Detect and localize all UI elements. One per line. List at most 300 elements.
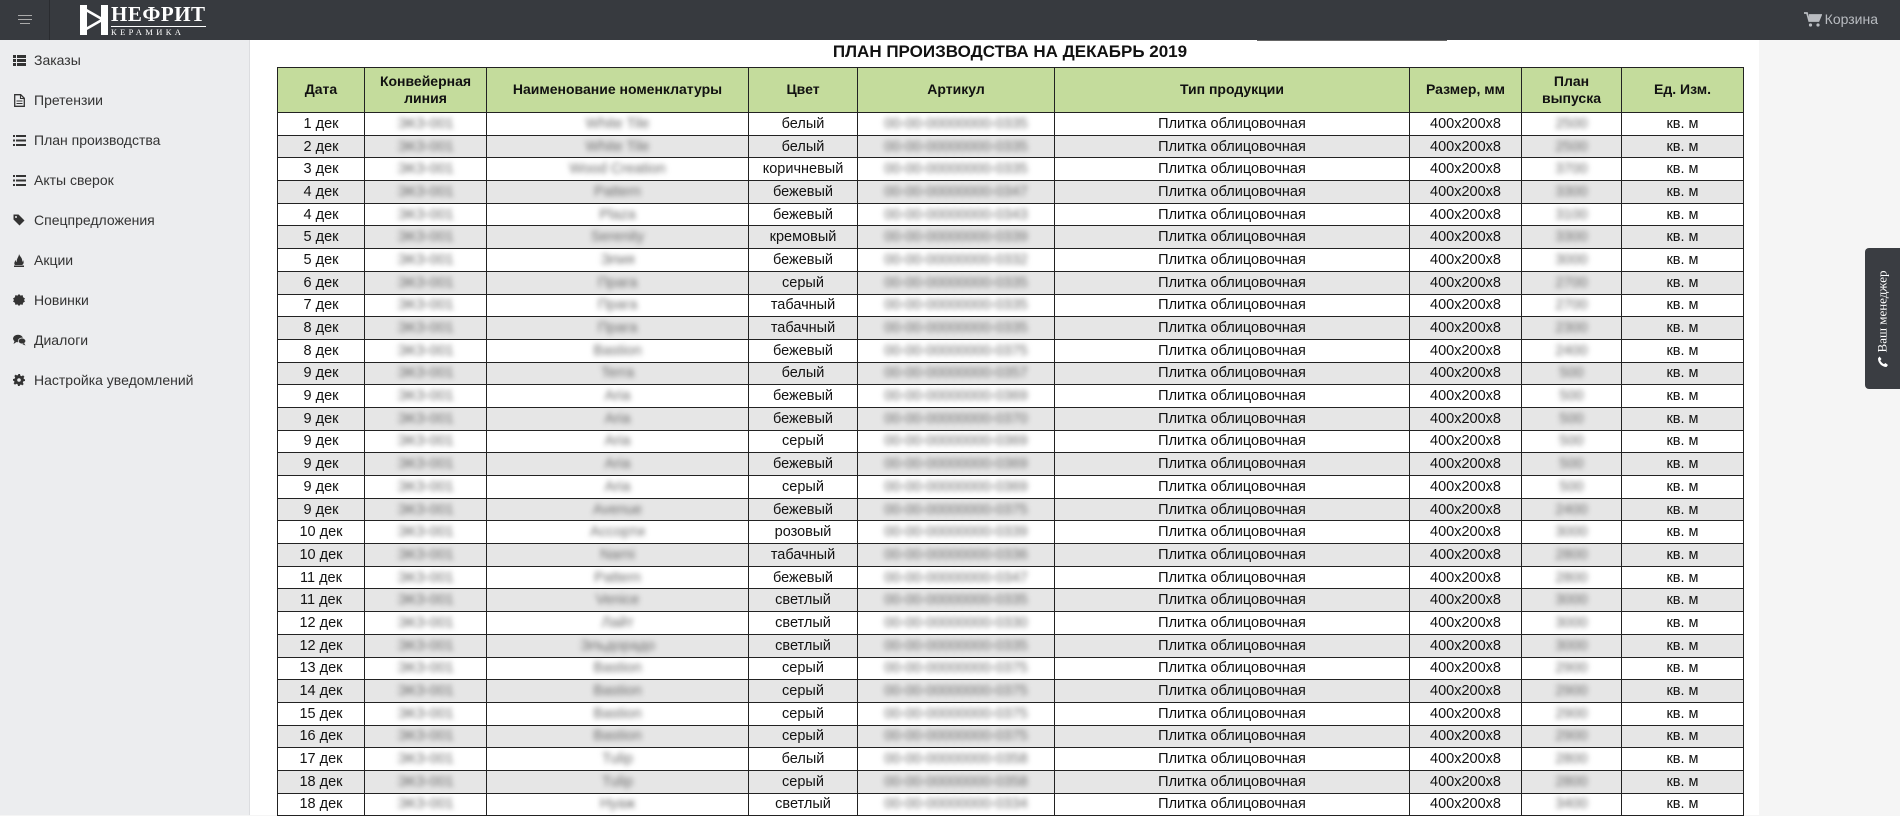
table-cell-plan [1522, 634, 1622, 657]
cell-text: ЭКЗ-001 [397, 456, 454, 473]
table-cell-date [278, 770, 365, 793]
table-cell-name [487, 521, 749, 544]
cell-text: Avenue [593, 501, 642, 518]
cell-text: ЭКЗ-001 [397, 342, 454, 359]
hamburger-icon [18, 15, 32, 25]
cell-text: 00-00-00000000-0335 [884, 161, 1028, 178]
cell-text: Terra [600, 365, 635, 382]
cell-text: 00-00-00000000-0335 [884, 637, 1028, 654]
sidebar-item-label: Спецпредложения [34, 212, 155, 228]
cell-text: Плитка облицовочная [1158, 501, 1306, 518]
table-cell-color [749, 544, 858, 567]
sidebar-item-special-offers[interactable] [0, 200, 249, 240]
table-cell-line [365, 566, 487, 589]
cell-text: 10 дек [299, 524, 343, 541]
cell-text: 7 дек [303, 297, 339, 314]
cell-text: 00-00-00000000-0334 [884, 796, 1028, 813]
table-row [278, 725, 1744, 748]
sidebar-item-label: Настройка уведомлений [34, 372, 194, 388]
table-cell-plan [1522, 113, 1622, 136]
cell-text: 400x200x8 [1430, 569, 1501, 586]
sidebar [0, 40, 250, 815]
column-header: План выпуска [1522, 68, 1622, 113]
right-margin [1759, 40, 1900, 815]
cell-text: 400x200x8 [1430, 433, 1501, 450]
table-cell-unit [1622, 158, 1744, 181]
cell-text: 400x200x8 [1430, 773, 1501, 790]
table-cell-size [1410, 317, 1522, 340]
cell-text: 00-00-00000000-0375 [884, 728, 1028, 745]
cell-text: Bastion [593, 705, 642, 722]
cell-text: 00-00-00000000-0347 [884, 569, 1028, 586]
table-cell-line [365, 203, 487, 226]
cell-text: бежевый [772, 569, 834, 586]
sidebar-item-notification-settings[interactable] [0, 360, 249, 400]
table-cell-unit [1622, 634, 1744, 657]
cell-text: 3300 [1555, 183, 1588, 200]
table-cell-plan [1522, 680, 1622, 703]
cell-text: ЭКЗ-001 [397, 365, 454, 382]
table-row [278, 680, 1744, 703]
table-cell-line [365, 317, 487, 340]
table-cell-line [365, 181, 487, 204]
table-cell-unit [1622, 226, 1744, 249]
table-cell-line [365, 793, 487, 816]
cell-text: бежевый [772, 410, 834, 427]
cell-text: серый [782, 660, 824, 677]
table-cell-unit [1622, 181, 1744, 204]
cell-text: светлый [775, 637, 831, 654]
table-cell-name [487, 566, 749, 589]
cell-text: кв. м [1666, 433, 1699, 450]
table-cell-type [1055, 544, 1410, 567]
table-cell-plan [1522, 249, 1622, 272]
sidebar-item-dialogs[interactable] [0, 320, 249, 360]
table-cell-plan [1522, 271, 1622, 294]
cell-text: Лайт [601, 614, 634, 631]
cell-text: кв. м [1666, 274, 1699, 291]
table-cell-size [1410, 339, 1522, 362]
cell-text: 00-00-00000000-0335 [884, 115, 1028, 132]
table-cell-size [1410, 181, 1522, 204]
table-cell-size [1410, 407, 1522, 430]
table-cell-line [365, 226, 487, 249]
sidebar-item-claims[interactable] [0, 80, 249, 120]
cell-text: 400x200x8 [1430, 251, 1501, 268]
cell-text: 400x200x8 [1430, 751, 1501, 768]
cell-text: 400x200x8 [1430, 456, 1501, 473]
table-cell-article [858, 476, 1055, 499]
table-cell-color [749, 158, 858, 181]
cell-text: 11 дек [300, 592, 342, 609]
table-cell-type [1055, 362, 1410, 385]
cell-text: ЭКЗ-001 [397, 433, 454, 450]
cell-text: 13 дек [299, 660, 343, 677]
table-row [278, 317, 1744, 340]
table-cell-name [487, 793, 749, 816]
table-cell-article [858, 203, 1055, 226]
logo-main-text: НЕФРИТ [111, 1, 206, 26]
sidebar-item-label: Диалоги [34, 332, 89, 348]
table-cell-date [278, 476, 365, 499]
table-cell-size [1410, 385, 1522, 408]
table-cell-size [1410, 294, 1522, 317]
cell-text: 16 дек [299, 728, 343, 745]
cell-text: 5 дек [303, 251, 339, 268]
cell-text: белый [781, 138, 825, 155]
table-row [278, 362, 1744, 385]
table-row [278, 793, 1744, 816]
table-cell-article [858, 385, 1055, 408]
cell-text: 12 дек [299, 614, 343, 631]
table-cell-plan [1522, 748, 1622, 771]
cell-text: 3000 [1555, 614, 1588, 631]
table-cell-unit [1622, 294, 1744, 317]
cell-text: ЭКЗ-001 [397, 478, 454, 495]
sidebar-item-production-plan[interactable] [0, 120, 249, 160]
table-cell-date [278, 135, 365, 158]
sidebar-item-reconciliation-acts[interactable] [0, 160, 249, 200]
cell-text: Tulip [602, 773, 633, 790]
cell-text: кв. м [1666, 342, 1699, 359]
cell-text: 00-00-00000000-0335 [884, 274, 1028, 291]
table-cell-size [1410, 521, 1522, 544]
fire-icon [12, 253, 26, 267]
table-cell-unit [1622, 589, 1744, 612]
cell-text: 00-00-00000000-0370 [884, 410, 1028, 427]
cell-text: табачный [770, 297, 836, 314]
cell-text: ЭКЗ-001 [397, 229, 454, 246]
table-cell-size [1410, 657, 1522, 680]
table-cell-name [487, 748, 749, 771]
cell-text: 00-00-00000000-0375 [884, 705, 1028, 722]
cell-text: Плитка облицовочная [1158, 614, 1306, 631]
logo[interactable] [80, 3, 206, 37]
cell-text: ЭКЗ-001 [397, 660, 454, 677]
table-row [278, 566, 1744, 589]
table-cell-unit [1622, 544, 1744, 567]
table-cell-size [1410, 226, 1522, 249]
cell-text: Ассорти [590, 524, 645, 541]
cart-link[interactable] [1804, 11, 1878, 27]
cell-text: Плитка облицовочная [1158, 478, 1306, 495]
table-cell-type [1055, 407, 1410, 430]
cell-text: Bastion [593, 683, 642, 700]
table-cell-line [365, 680, 487, 703]
cell-text: ЭКЗ-001 [397, 388, 454, 405]
table-row [278, 407, 1744, 430]
table-cell-name [487, 770, 749, 793]
cell-text: 500 [1559, 410, 1584, 427]
table-cell-plan [1522, 203, 1622, 226]
table-cell-plan [1522, 317, 1622, 340]
table-cell-color [749, 498, 858, 521]
cell-text: белый [781, 365, 825, 382]
table-cell-color [749, 589, 858, 612]
column-header: Артикул [858, 68, 1055, 113]
table-row [278, 657, 1744, 680]
cell-text: 400x200x8 [1430, 705, 1501, 722]
cell-text: светлый [775, 614, 831, 631]
table-cell-line [365, 521, 487, 544]
table-cell-size [1410, 430, 1522, 453]
table-cell-color [749, 748, 858, 771]
cell-text: серый [782, 728, 824, 745]
cell-text: 8 дек [303, 342, 339, 359]
cell-text: Bastion [593, 342, 642, 359]
cell-text: кв. м [1666, 569, 1699, 586]
table-cell-size [1410, 498, 1522, 521]
cell-text: кв. м [1666, 297, 1699, 314]
table-cell-unit [1622, 680, 1744, 703]
cell-text: коричневый [762, 161, 844, 178]
table-cell-date [278, 317, 365, 340]
cell-text: 2800 [1555, 773, 1588, 790]
cell-text: Прага [597, 320, 638, 337]
comments-icon [12, 333, 26, 347]
table-cell-article [858, 249, 1055, 272]
cell-text: ЭКЗ-001 [397, 546, 454, 563]
cell-text: 500 [1559, 365, 1584, 382]
table-cell-date [278, 271, 365, 294]
cell-text: кв. м [1666, 637, 1699, 654]
cell-text: 9 дек [303, 478, 339, 495]
table-cell-type [1055, 521, 1410, 544]
cell-text: 400x200x8 [1430, 796, 1501, 813]
table-cell-plan [1522, 181, 1622, 204]
cell-text: 400x200x8 [1430, 161, 1501, 178]
cell-text: кв. м [1666, 546, 1699, 563]
table-cell-type [1055, 113, 1410, 136]
cell-text: табачный [770, 546, 836, 563]
table-row [278, 612, 1744, 635]
table-cell-date [278, 793, 365, 816]
table-cell-plan [1522, 657, 1622, 680]
cell-text: 00-00-00000000-0339 [884, 524, 1028, 541]
cell-text: 2800 [1555, 546, 1588, 563]
menu-toggle-button[interactable] [0, 0, 50, 40]
table-cell-article [858, 725, 1055, 748]
cell-text: Плитка облицовочная [1158, 320, 1306, 337]
table-cell-unit [1622, 770, 1744, 793]
table-row [278, 589, 1744, 612]
cell-text: Aria [604, 433, 631, 450]
table-cell-plan [1522, 385, 1622, 408]
table-cell-unit [1622, 135, 1744, 158]
cell-text: 9 дек [303, 456, 339, 473]
table-cell-line [365, 453, 487, 476]
cell-text: 2300 [1555, 320, 1588, 337]
production-plan-table [277, 67, 1744, 816]
table-row [278, 181, 1744, 204]
table-cell-plan [1522, 226, 1622, 249]
table-row [278, 770, 1744, 793]
cart-icon [1804, 12, 1822, 27]
cell-text: Элия [600, 251, 635, 268]
cell-text: 9 дек [303, 388, 339, 405]
cell-text: кв. м [1666, 161, 1699, 178]
cell-text: 3 дек [303, 161, 339, 178]
table-cell-line [365, 476, 487, 499]
table-cell-article [858, 680, 1055, 703]
cell-text: кв. м [1666, 229, 1699, 246]
table-cell-type [1055, 135, 1410, 158]
cell-text: бежевый [772, 206, 834, 223]
cell-text: 14 дек [299, 683, 343, 700]
cell-text: 400x200x8 [1430, 115, 1501, 132]
table-cell-line [365, 634, 487, 657]
cell-text: Плитка облицовочная [1158, 410, 1306, 427]
table-cell-line [365, 135, 487, 158]
table-cell-line [365, 339, 487, 362]
top-bar [0, 0, 1900, 40]
table-cell-name [487, 453, 749, 476]
cell-text: Плитка облицовочная [1158, 206, 1306, 223]
sidebar-item-orders[interactable] [0, 40, 249, 80]
cell-text: 2500 [1555, 115, 1588, 132]
cell-text: Плитка облицовочная [1158, 546, 1306, 563]
cell-text: кв. м [1666, 705, 1699, 722]
cell-text: бежевый [772, 342, 834, 359]
table-cell-line [365, 725, 487, 748]
table-cell-type [1055, 203, 1410, 226]
cell-text: кв. м [1666, 501, 1699, 518]
table-cell-date [278, 158, 365, 181]
table-cell-size [1410, 589, 1522, 612]
cell-text: Pattern [594, 183, 641, 200]
cell-text: 400x200x8 [1430, 660, 1501, 677]
table-cell-color [749, 407, 858, 430]
table-cell-line [365, 294, 487, 317]
table-cell-type [1055, 339, 1410, 362]
cell-text: серый [782, 705, 824, 722]
cell-text: Aria [604, 478, 631, 495]
cell-text: Плитка облицовочная [1158, 138, 1306, 155]
table-cell-size [1410, 612, 1522, 635]
table-row [278, 226, 1744, 249]
table-cell-plan [1522, 498, 1622, 521]
cell-text: 00-00-00000000-0330 [884, 614, 1028, 631]
page-title: ПЛАН ПРОИЗВОДСТВА НА ДЕКАБРЬ 2019 [832, 42, 1188, 61]
table-cell-type [1055, 793, 1410, 816]
table-cell-name [487, 362, 749, 385]
table-row [278, 249, 1744, 272]
column-header: Конвейерная линия [365, 68, 487, 113]
table-cell-date [278, 339, 365, 362]
sidebar-item-promotions[interactable] [0, 240, 249, 280]
table-cell-line [365, 113, 487, 136]
table-cell-color [749, 702, 858, 725]
logo-mark-icon [80, 5, 108, 35]
table-row [278, 294, 1744, 317]
table-cell-name [487, 407, 749, 430]
cell-text: кв. м [1666, 115, 1699, 132]
cell-text: бежевый [772, 251, 834, 268]
cell-text: 400x200x8 [1430, 365, 1501, 382]
cell-text: 400x200x8 [1430, 274, 1501, 291]
cell-text: 9 дек [303, 501, 339, 518]
list-icon [12, 173, 26, 187]
table-cell-size [1410, 113, 1522, 136]
table-cell-unit [1622, 521, 1744, 544]
cell-text: Плитка облицовочная [1158, 274, 1306, 291]
table-cell-name [487, 385, 749, 408]
cell-text: 2800 [1555, 751, 1588, 768]
cell-text: Плитка облицовочная [1158, 297, 1306, 314]
table-cell-name [487, 476, 749, 499]
logo-sub-text: КЕРАМИКА [111, 26, 206, 37]
cell-text: 2900 [1555, 683, 1588, 700]
cell-text: ЭКЗ-001 [397, 320, 454, 337]
table-cell-unit [1622, 113, 1744, 136]
table-cell-unit [1622, 407, 1744, 430]
cell-text: 15 дек [299, 705, 343, 722]
cell-text: ЭКЗ-001 [397, 251, 454, 268]
manager-tab-button[interactable] [1865, 248, 1900, 389]
cell-text: Плитка облицовочная [1158, 251, 1306, 268]
table-cell-color [749, 566, 858, 589]
table-cell-article [858, 453, 1055, 476]
table-row [278, 702, 1744, 725]
cell-text: 400x200x8 [1430, 183, 1501, 200]
cell-text: Плитка облицовочная [1158, 637, 1306, 654]
table-row [278, 113, 1744, 136]
table-cell-size [1410, 748, 1522, 771]
table-cell-date [278, 294, 365, 317]
cell-text: ЭКЗ-001 [397, 592, 454, 609]
table-cell-color [749, 249, 858, 272]
table-cell-line [365, 158, 487, 181]
table-cell-color [749, 294, 858, 317]
table-cell-unit [1622, 271, 1744, 294]
cell-text: 00-00-00000000-0335 [884, 320, 1028, 337]
table-cell-color [749, 521, 858, 544]
cell-text: 6 дек [303, 274, 339, 291]
cell-text: 00-00-00000000-0375 [884, 501, 1028, 518]
table-cell-name [487, 294, 749, 317]
cell-text: Плитка облицовочная [1158, 728, 1306, 745]
cell-text: 2400 [1555, 342, 1588, 359]
cell-text: светлый [775, 796, 831, 813]
table-cell-line [365, 544, 487, 567]
cell-text: 2 дек [303, 138, 339, 155]
sidebar-item-label: Новинки [34, 292, 89, 308]
cell-text: светлый [775, 592, 831, 609]
table-cell-plan [1522, 339, 1622, 362]
column-header: Тип продукции [1055, 68, 1410, 113]
table-cell-plan [1522, 362, 1622, 385]
cell-text: кв. м [1666, 614, 1699, 631]
cell-text: кв. м [1666, 592, 1699, 609]
cell-text: 400x200x8 [1430, 138, 1501, 155]
table-cell-article [858, 544, 1055, 567]
table-cell-color [749, 770, 858, 793]
sidebar-item-new-products[interactable] [0, 280, 249, 320]
cell-text: кв. м [1666, 773, 1699, 790]
table-cell-article [858, 294, 1055, 317]
cell-text: Плитка облицовочная [1158, 365, 1306, 382]
cell-text: Эльдорадо [579, 637, 656, 654]
table-cell-name [487, 702, 749, 725]
table-cell-color [749, 612, 858, 635]
table-cell-name [487, 135, 749, 158]
cell-text: ЭКЗ-001 [397, 796, 454, 813]
table-cell-name [487, 680, 749, 703]
table-cell-article [858, 158, 1055, 181]
divider [1257, 40, 1447, 41]
table-cell-size [1410, 249, 1522, 272]
table-cell-type [1055, 498, 1410, 521]
